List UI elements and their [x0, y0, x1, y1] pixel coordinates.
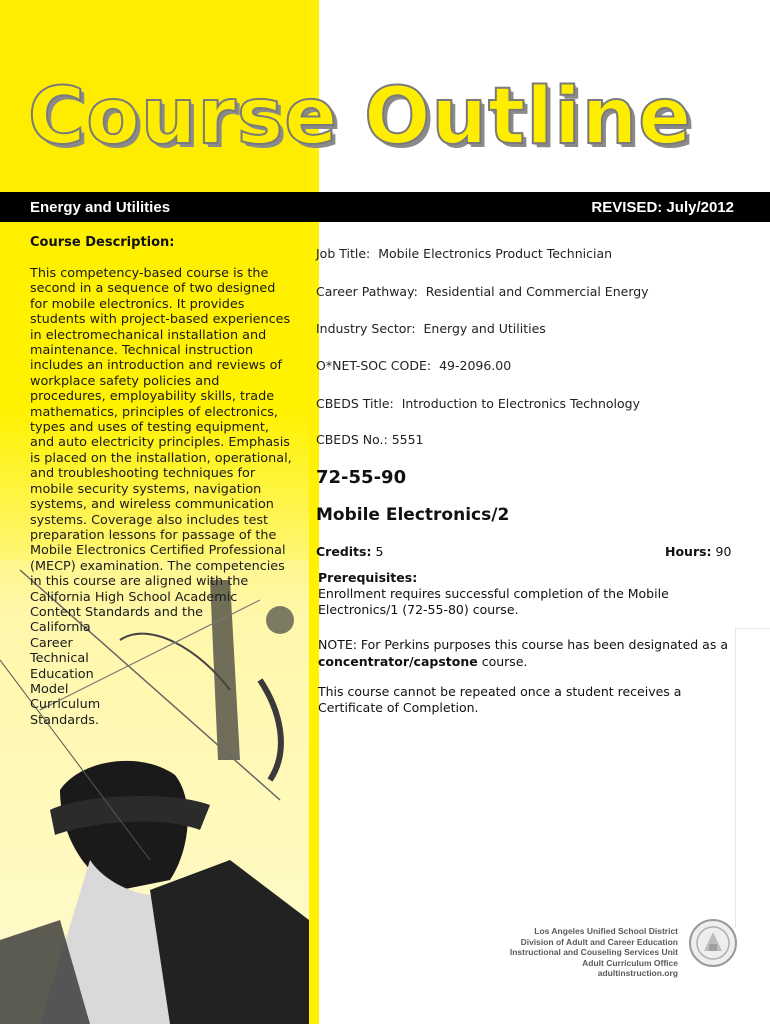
- repeat-note: This course cannot be repeated once a student receives a Certificate of Completion.: [318, 684, 682, 715]
- footer-link: adultinstruction.org: [597, 968, 678, 978]
- field-label: CBEDS No.:: [316, 432, 388, 447]
- course-name: Mobile Electronics/2: [316, 505, 510, 525]
- course-description-heading: Course Description:: [30, 235, 175, 250]
- page-title: [28, 72, 693, 162]
- district-footer: [510, 926, 678, 979]
- note-prefix: NOTE: For Perkins purposes this course has been designated as a: [318, 637, 728, 652]
- district-seal-icon: [688, 918, 738, 968]
- perkins-note: [318, 636, 738, 670]
- field-label: Industry Sector:: [316, 321, 416, 336]
- hours: [665, 544, 731, 559]
- onet-soc-code-field: [316, 358, 511, 373]
- cbeds-title-field: [316, 396, 640, 411]
- field-label: O*NET-SOC CODE:: [316, 358, 432, 373]
- field-value: 5551: [391, 432, 424, 447]
- course-description-tail: California Career Technical Education Model Curriculum Standards.: [30, 620, 101, 728]
- footer-line: Los Angeles Unified School District: [534, 926, 678, 936]
- field-value: 49-2096.00: [439, 358, 512, 373]
- title-word-course: Course: [28, 72, 339, 162]
- credits-label: Credits:: [316, 544, 372, 559]
- footer-line: Division of Adult and Career Education: [520, 936, 678, 947]
- prerequisites-text: Enrollment requires successful completion of the Mobile Electronics/1 (72-55-80) course.: [318, 586, 669, 617]
- industry-sector-label: Energy and Utilities: [30, 199, 171, 216]
- field-value: Energy and Utilities: [423, 321, 546, 336]
- field-value: Mobile Electronics Product Technician: [378, 246, 613, 261]
- job-title-field: [316, 246, 612, 261]
- career-pathway-field: [316, 284, 649, 299]
- hours-label: Hours:: [665, 544, 712, 559]
- note-emphasis: concentrator/capstone: [318, 654, 478, 669]
- footer-line: Instructional and Couseling Services Unit: [509, 947, 678, 957]
- revised-date: REVISED: July/2012: [591, 199, 734, 216]
- field-label: CBEDS Title:: [316, 396, 394, 411]
- prerequisites-heading: Prerequisites:: [318, 570, 418, 585]
- hours-value: 90: [715, 544, 732, 559]
- course-description-body: This competency-based course is the second in a sequence of two designed for mobile electronics. It provides students with project-based experiences in electromechanical installation and maintenance. Technical instruction includes an introduction and reviews of workplace safety policies and procedures, employability skills, trade mathematics, principles of electronics, types and uses of testing equipment, and auto electricity principles. Emphasis is placed on the installation, operational, and troubleshooting techniques for mobile security systems, navigation systems, and wireless communication systems. Coverage also includes test preparation lessons for passage of the Mobile Electronics Certified Professional (MECP) examination. The competencies in this course are aligned with the California High School Academic Content Standards and the: [30, 266, 292, 620]
- decorative-box-outline: [735, 628, 770, 928]
- course-description-text: [30, 266, 292, 728]
- field-label: Job Title:: [316, 246, 371, 261]
- title-word-outline: Outline: [364, 72, 693, 162]
- field-value: Residential and Commercial Energy: [425, 284, 649, 299]
- field-value: Introduction to Electronics Technology: [401, 396, 640, 411]
- header-bar: [0, 192, 770, 222]
- field-label: Career Pathway:: [316, 284, 418, 299]
- industry-sector-field: [316, 321, 546, 336]
- note-suffix: course.: [481, 654, 528, 669]
- credits: [316, 544, 383, 559]
- credits-value: 5: [375, 544, 384, 559]
- footer-line: Adult Curriculum Office: [582, 957, 678, 968]
- course-code: 72-55-90: [316, 467, 407, 488]
- cbeds-number-field: [316, 432, 424, 447]
